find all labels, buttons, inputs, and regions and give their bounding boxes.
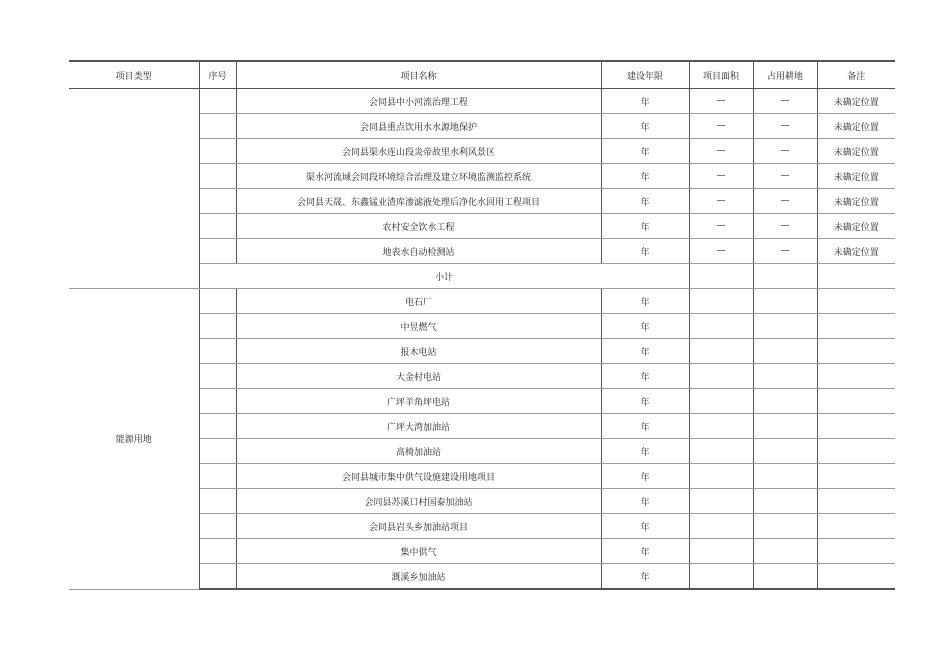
farmland-cell (753, 314, 817, 339)
area-cell (689, 314, 753, 339)
area-cell (689, 364, 753, 389)
farmland-cell (753, 439, 817, 464)
farmland-cell: — (753, 114, 817, 139)
area-cell: — (689, 239, 753, 264)
note-cell: 未确定位置 (817, 114, 895, 139)
note-cell (817, 389, 895, 414)
project-name-cell: 渠水河流域会同段环境综合治理及建立环境监测监控系统 (236, 164, 601, 189)
serial-cell (199, 564, 236, 590)
years-cell: 年 (601, 289, 689, 314)
note-cell (817, 364, 895, 389)
farmland-cell: — (753, 164, 817, 189)
farmland-cell (753, 514, 817, 539)
area-cell: — (689, 164, 753, 189)
years-cell: 年 (601, 514, 689, 539)
serial-cell (199, 289, 236, 314)
years-cell: 年 (601, 114, 689, 139)
col-header-type: 项目类型 (69, 61, 199, 89)
col-header-name: 项目名称 (236, 61, 601, 89)
project-name-cell: 会同县中小河流治理工程 (236, 89, 601, 114)
area-cell (689, 564, 753, 590)
project-name-cell: 溉溪乡加油站 (236, 564, 601, 590)
project-name-cell: 中昱燃气 (236, 314, 601, 339)
note-cell (817, 564, 895, 590)
col-header-area: 项目面积 (689, 61, 753, 89)
project-name-cell: 会同县苏溪口村国泰加油站 (236, 489, 601, 514)
farmland-cell (753, 464, 817, 489)
note-cell (817, 489, 895, 514)
note-cell (817, 314, 895, 339)
years-cell: 年 (601, 214, 689, 239)
col-header-years: 建设年限 (601, 61, 689, 89)
years-cell: 年 (601, 439, 689, 464)
col-header-farmland: 占用耕地 (753, 61, 817, 89)
area-cell (689, 389, 753, 414)
area-cell (689, 514, 753, 539)
area-cell (689, 289, 753, 314)
serial-cell (199, 164, 236, 189)
years-cell: 年 (601, 464, 689, 489)
years-cell: 年 (601, 339, 689, 364)
serial-cell (199, 214, 236, 239)
project-name-cell: 集中供气 (236, 539, 601, 564)
subtotal-label: 小计 (199, 264, 689, 289)
project-name-cell: 高椅加油站 (236, 439, 601, 464)
serial-cell (199, 139, 236, 164)
area-cell (689, 439, 753, 464)
farmland-cell: — (753, 189, 817, 214)
project-name-cell: 广坪羊角坪电站 (236, 389, 601, 414)
farmland-cell (753, 414, 817, 439)
project-name-cell: 大金村电站 (236, 364, 601, 389)
area-cell: — (689, 139, 753, 164)
subtotal-farmland-cell (753, 264, 817, 289)
note-cell (817, 339, 895, 364)
col-header-note: 备注 (817, 61, 895, 89)
serial-cell (199, 364, 236, 389)
farmland-cell (753, 364, 817, 389)
note-cell (817, 464, 895, 489)
note-cell (817, 539, 895, 564)
serial-cell (199, 339, 236, 364)
area-cell (689, 464, 753, 489)
years-cell: 年 (601, 139, 689, 164)
project-name-cell: 会同县天晟、东鑫锰业渣库渗滤液处理后净化水回用工程项目 (236, 189, 601, 214)
note-cell (817, 514, 895, 539)
years-cell: 年 (601, 89, 689, 114)
years-cell: 年 (601, 239, 689, 264)
years-cell: 年 (601, 364, 689, 389)
serial-cell (199, 489, 236, 514)
years-cell: 年 (601, 189, 689, 214)
area-cell (689, 414, 753, 439)
serial-cell (199, 414, 236, 439)
farmland-cell (753, 289, 817, 314)
col-header-no: 序号 (199, 61, 236, 89)
land-use-table (69, 60, 895, 590)
note-cell: 未确定位置 (817, 164, 895, 189)
note-cell: 未确定位置 (817, 189, 895, 214)
serial-cell (199, 114, 236, 139)
years-cell: 年 (601, 414, 689, 439)
years-cell: 年 (601, 489, 689, 514)
note-cell: 未确定位置 (817, 139, 895, 164)
area-cell (689, 539, 753, 564)
table-header-row (69, 61, 895, 89)
project-name-cell: 会同县重点饮用水水源地保护 (236, 114, 601, 139)
project-name-cell: 会同县城市集中供气设施建设用地项目 (236, 464, 601, 489)
table-row (69, 289, 895, 314)
farmland-cell: — (753, 89, 817, 114)
area-cell: — (689, 89, 753, 114)
years-cell: 年 (601, 314, 689, 339)
project-name-cell: 报木电站 (236, 339, 601, 364)
serial-cell (199, 89, 236, 114)
project-name-cell: 广坪大湾加油站 (236, 414, 601, 439)
years-cell: 年 (601, 564, 689, 590)
farmland-cell: — (753, 214, 817, 239)
serial-cell (199, 464, 236, 489)
area-cell (689, 339, 753, 364)
project-name-cell: 会同县岩头乡加油站项目 (236, 514, 601, 539)
project-name-cell: 地表水自动检测站 (236, 239, 601, 264)
note-cell (817, 289, 895, 314)
serial-cell (199, 314, 236, 339)
years-cell: 年 (601, 164, 689, 189)
note-cell: 未确定位置 (817, 89, 895, 114)
area-cell: — (689, 214, 753, 239)
serial-cell (199, 239, 236, 264)
subtotal-note-cell (817, 264, 895, 289)
note-cell: 未确定位置 (817, 239, 895, 264)
serial-cell (199, 389, 236, 414)
farmland-cell (753, 539, 817, 564)
serial-cell (199, 539, 236, 564)
years-cell: 年 (601, 539, 689, 564)
category-cell-energy: 能源用地 (69, 289, 199, 590)
project-name-cell: 农村安全饮水工程 (236, 214, 601, 239)
serial-cell (199, 189, 236, 214)
area-cell: — (689, 189, 753, 214)
farmland-cell (753, 564, 817, 590)
area-cell: — (689, 114, 753, 139)
category-cell-water (69, 89, 199, 289)
note-cell (817, 414, 895, 439)
note-cell (817, 439, 895, 464)
farmland-cell: — (753, 139, 817, 164)
table-row (69, 89, 895, 114)
farmland-cell (753, 389, 817, 414)
project-name-cell: 电石厂 (236, 289, 601, 314)
note-cell: 未确定位置 (817, 214, 895, 239)
serial-cell (199, 514, 236, 539)
area-cell (689, 489, 753, 514)
farmland-cell (753, 489, 817, 514)
serial-cell (199, 439, 236, 464)
subtotal-area-cell (689, 264, 753, 289)
project-name-cell: 会同县渠水连山段炎帝故里水利风景区 (236, 139, 601, 164)
farmland-cell (753, 339, 817, 364)
farmland-cell: — (753, 239, 817, 264)
years-cell: 年 (601, 389, 689, 414)
